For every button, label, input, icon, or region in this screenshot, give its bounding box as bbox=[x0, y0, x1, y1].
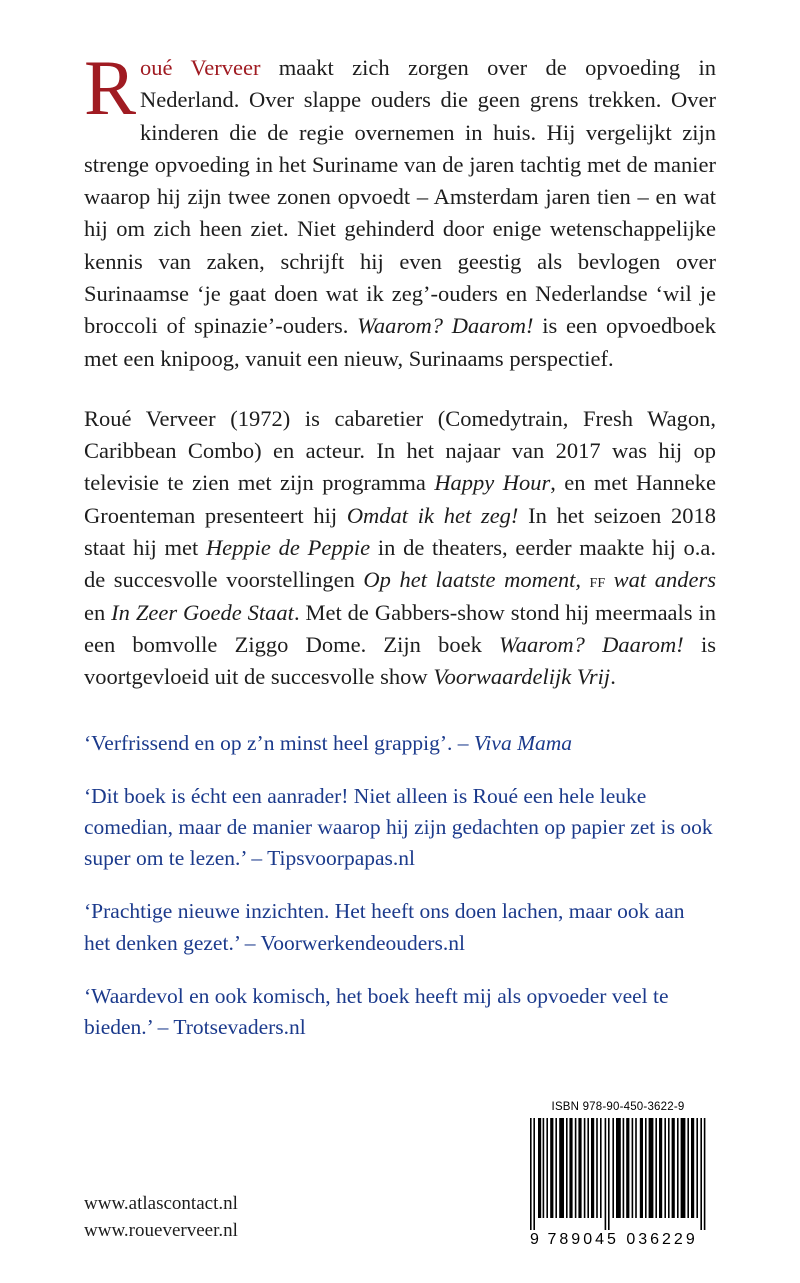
press-quotes-list bbox=[84, 728, 716, 1043]
book-title-italic-2: Waarom? Daarom! bbox=[499, 632, 684, 658]
blurb-paragraph bbox=[84, 44, 716, 375]
author-website-link[interactable]: www.roueverveer.nl bbox=[84, 1220, 238, 1242]
list-item bbox=[84, 896, 716, 958]
blurb-text-part-1: maakt zich zorgen over de opvoeding in Nederland. Over slappe ouders die geen grens trekken. Over kinderen die de regie overnemen in huis. Hij vergelijkt zijn strenge opvoeding in het Suriname van de jaren tachtig met de manier waarop hij zijn twee zonen opvoedt – Amsterdam jaren tien – en wat hij om zich heen ziet. Niet gehinderd door enige wetenschappelijke kennis van zaken, schrijft hij even geestig als bevlogen over Surinaamse ‘je gaat doen wat ik zeg’-ouders en Nederlandse ‘wil je broccoli of spinazie’-ouders. bbox=[84, 55, 716, 339]
book-title-italic: Waarom? Daarom! bbox=[357, 313, 534, 339]
bio-text-2: , en met Hanneke Groenteman presenteert hij bbox=[84, 470, 716, 528]
quote-source: Viva Mama bbox=[473, 730, 573, 755]
publisher-website-link[interactable]: www.atlascontact.nl bbox=[84, 1192, 238, 1214]
footer-links bbox=[84, 1190, 238, 1245]
bio-text-8: . bbox=[610, 664, 616, 690]
list-item bbox=[84, 781, 716, 875]
show-title-happy-hour: Happy Hour bbox=[434, 470, 551, 496]
isbn-label: ISBN 978-90-450-3622-9 bbox=[551, 1101, 685, 1113]
barcode-icon bbox=[528, 1118, 708, 1230]
barcode-digit-lead: 9 bbox=[530, 1231, 541, 1248]
show-title-in-zeer-goede-staat: In Zeer Goede Staat bbox=[111, 599, 294, 625]
bio-text-7: is voortgevloeid uit de succesvolle show bbox=[84, 632, 716, 690]
show-title-ff-smallcaps: ff bbox=[589, 570, 606, 593]
bio-text-1: Roué Verveer (1972) is cabaretier (Comedytrain, Fresh Wagon, Caribbean Combo) en acteur. In het najaar van 2017 was hij op televisie te zien met zijn programma bbox=[84, 405, 716, 496]
drop-cap-letter: R bbox=[84, 44, 137, 131]
show-title-op-het-laatste-moment: Op het laatste moment, bbox=[363, 567, 581, 593]
list-item bbox=[84, 728, 716, 759]
author-bio-paragraph bbox=[84, 403, 716, 694]
barcode-digit-main: 789045 036229 bbox=[547, 1231, 698, 1248]
show-title-voorwaardelijk-vrij: Voorwaardelijk Vrij bbox=[433, 664, 611, 690]
quote-text: ‘Prachtige nieuwe inzichten. Het heeft ons doen lachen, maar ook aan het denken gezet.’ – bbox=[84, 899, 685, 955]
show-title-wat-anders: wat anders bbox=[605, 567, 717, 593]
show-title-omdat-ik-het-zeg: Omdat ik het zeg! bbox=[346, 502, 519, 528]
quote-text: ‘Waardevol en ook komisch, het boek heeft mij als opvoeder veel te bieden.’ – bbox=[84, 983, 669, 1039]
bio-text-6: . Met de Gabbers-show stond hij meermaals in een bomvolle Ziggo Dome. Zijn boek bbox=[84, 599, 716, 658]
quote-text: ‘Verfrissend en op z’n minst heel grappig’. – bbox=[84, 730, 474, 755]
quote-source: Voorwerkendeouders.nl bbox=[260, 930, 465, 955]
barcode-digits bbox=[528, 1231, 708, 1249]
quote-source: Trotsevaders.nl bbox=[173, 1014, 306, 1039]
show-title-heppie-de-peppie: Heppie de Peppie bbox=[205, 534, 371, 560]
bio-text-3: In het seizoen 2018 staat hij met bbox=[84, 502, 717, 560]
list-item bbox=[84, 981, 716, 1043]
isbn-barcode-block bbox=[522, 1095, 714, 1253]
blurb-text-part-2: is een opvoedboek met een knipoog, vanuit een nieuw, Surinaams perspectief. bbox=[84, 313, 716, 371]
quote-source: Tipsvoorpapas.nl bbox=[267, 846, 416, 871]
bio-text-4: in de theaters, eerder maakte hij o.a. de succesvolle voorstellingen bbox=[84, 534, 716, 593]
quote-text: ‘Dit boek is écht een aanrader! Niet alleen is Roué een hele leuke comedian, maar de manier waarop hij zijn gedachten op papier zet is ook super om te lezen.’ – bbox=[84, 783, 713, 871]
author-name-highlight: oué Verveer bbox=[140, 55, 261, 80]
bio-text-5: en bbox=[84, 599, 112, 625]
